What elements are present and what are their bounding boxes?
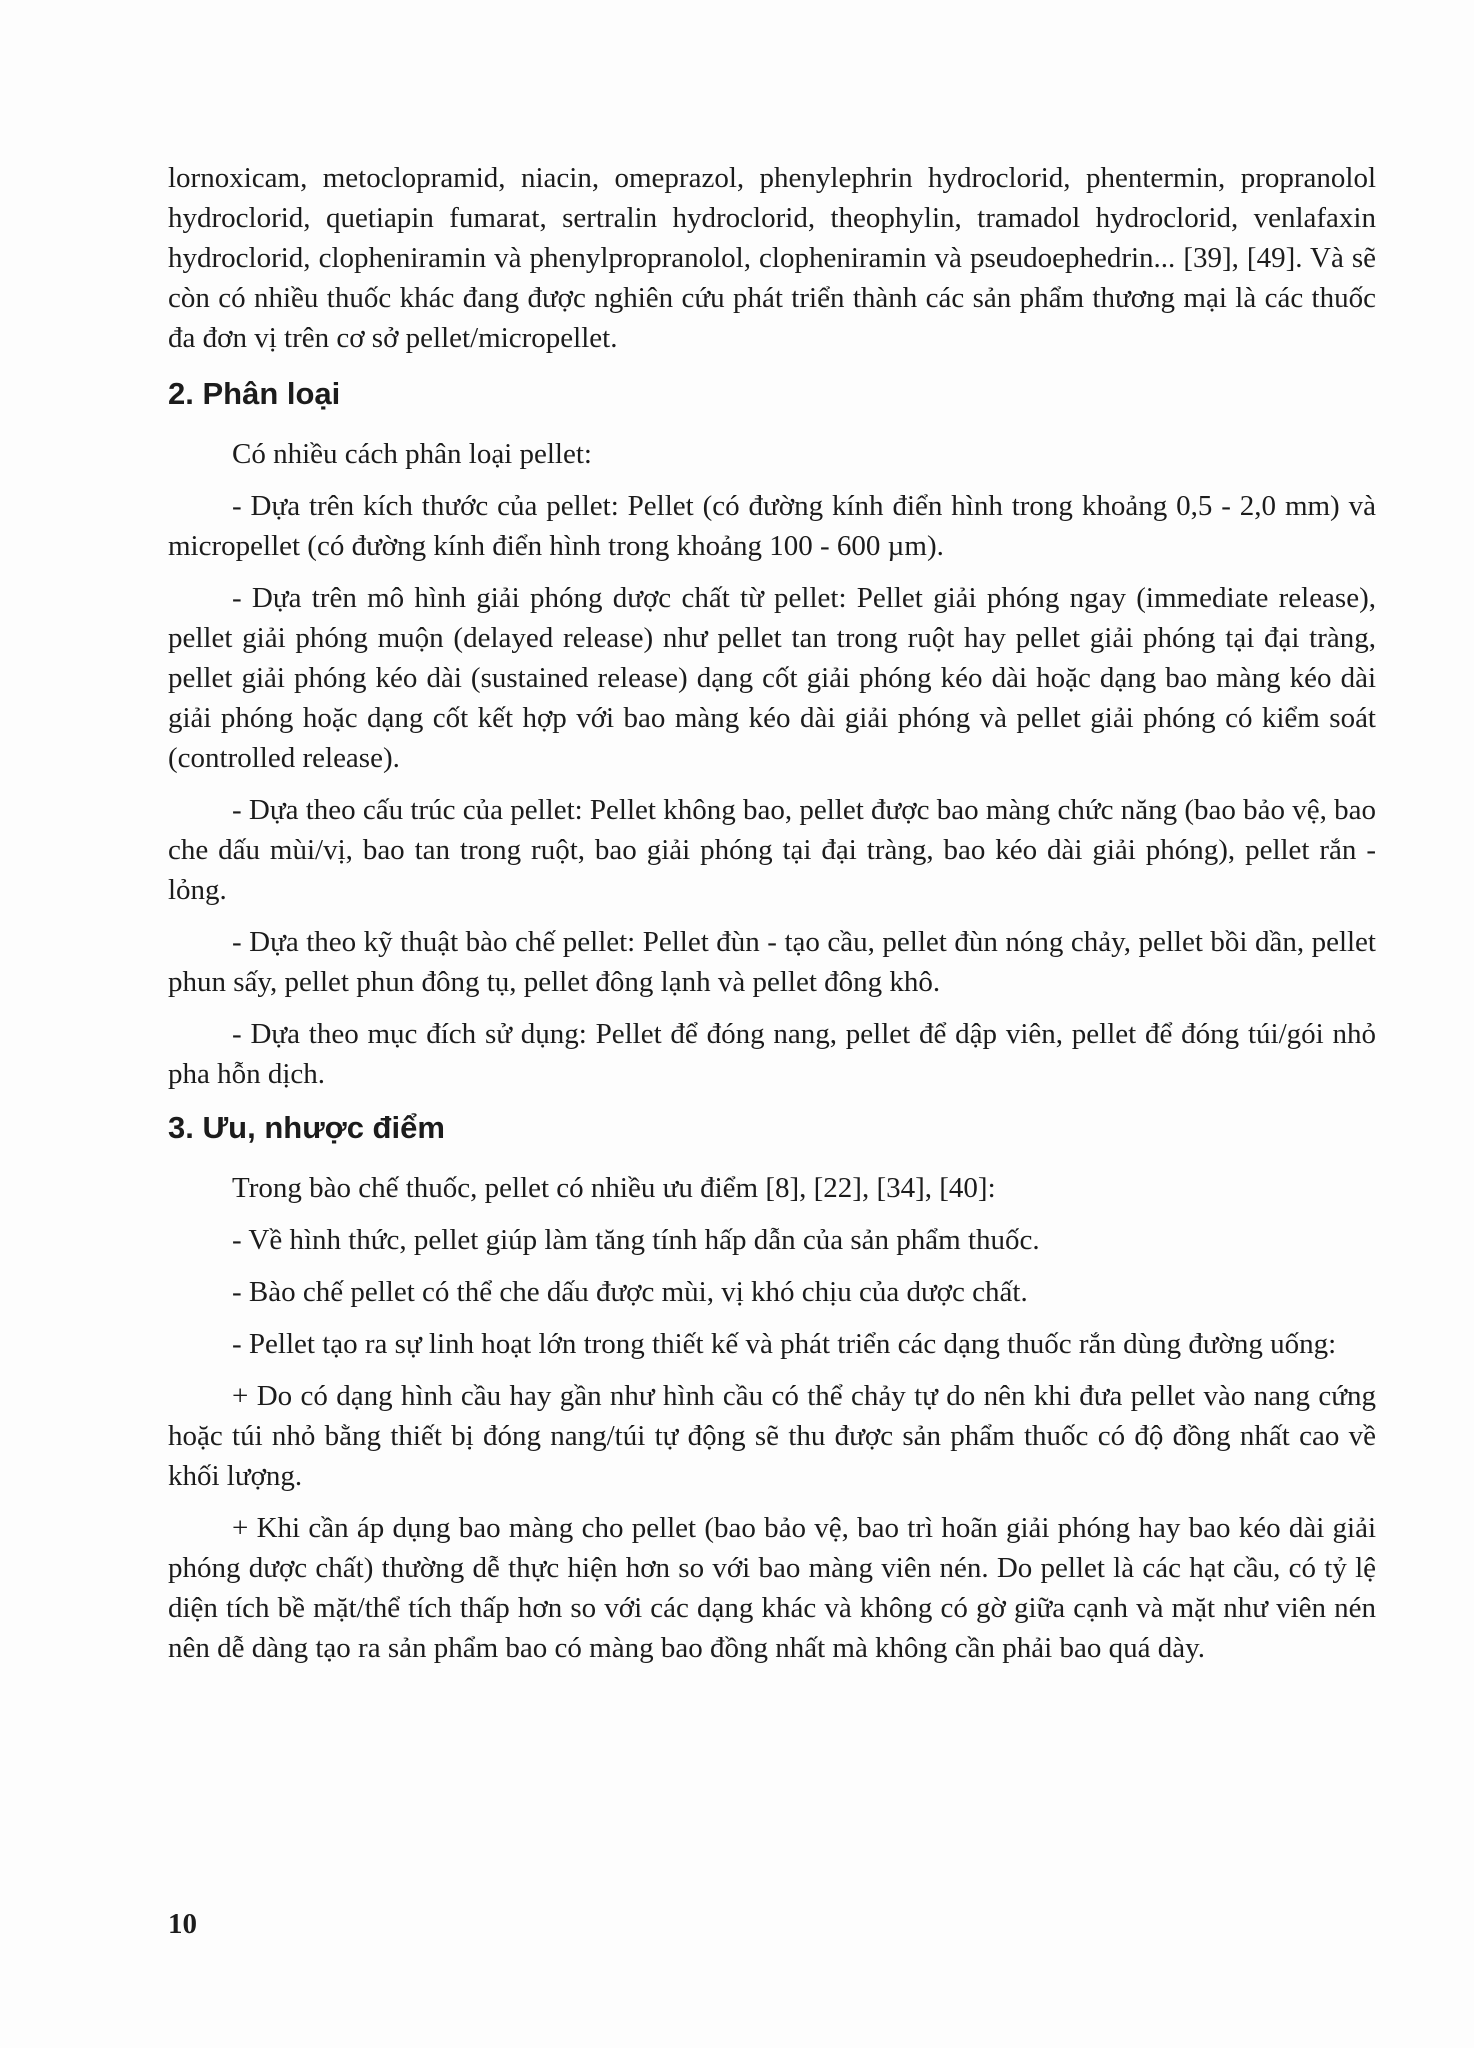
- page-content: [168, 158, 1376, 1680]
- section2-intro: Có nhiều cách phân loại pellet:: [232, 438, 592, 470]
- section2-heading: 2. Phân loại: [168, 376, 341, 411]
- section-pros-cons: [168, 1106, 1376, 1668]
- section-classification: [168, 372, 1376, 1094]
- section3-item: - Bào chế pellet có thể che dấu được mùi, vị khó chịu của dược chất.: [232, 1276, 1028, 1308]
- section3-intro: Trong bào chế thuốc, pellet có nhiều ưu điểm [8], [22], [34], [40]:: [232, 1172, 996, 1204]
- intro-paragraph: lornoxicam, metoclopramid, niacin, omeprazol, phenylephrin hydroclorid, phentermin, propranolol hydroclorid, quetiapin fumarat, sertralin hydroclorid, theophylin, tramadol hydroclorid, venlafaxin hydroclorid, clopheniramin và phenylpropranolol, clopheniramin và pseudoephedrin... [39], [49]. Và sẽ còn có nhiều thuốc khác đang được nghiên cứu phát triển thành các sản phẩm thương mại là các thuốc đa đơn vị trên cơ sở pellet/micropellet.: [168, 162, 1376, 354]
- section3-heading: 3. Ưu, nhược điểm: [168, 1110, 445, 1145]
- section2-item: - Dựa theo kỹ thuật bào chế pellet: Pellet đùn - tạo cầu, pellet đùn nóng chảy, pellet bồi dần, pellet phun sấy, pellet phun đông tụ, pellet đông lạnh và pellet đông khô.: [168, 926, 1376, 998]
- section2-item: - Dựa theo cấu trúc của pellet: Pellet không bao, pellet được bao màng chức năng (bao bảo vệ, bao che dấu mùi/vị, bao tan trong ruột, bao giải phóng tại đại tràng, bao kéo dài giải phóng), pellet rắn - lỏng.: [168, 794, 1376, 906]
- section3-item: - Về hình thức, pellet giúp làm tăng tính hấp dẫn của sản phẩm thuốc.: [232, 1224, 1040, 1256]
- section2-item: - Dựa theo mục đích sử dụng: Pellet để đóng nang, pellet để dập viên, pellet để đóng túi/gói nhỏ pha hỗn dịch.: [168, 1018, 1376, 1090]
- page-number: 10: [168, 1908, 197, 1940]
- section2-item: - Dựa trên kích thước của pellet: Pellet (có đường kính điển hình trong khoảng 0,5 - 2,0 mm) và micropellet (có đường kính điển hình trong khoảng 100 - 600 µm).: [168, 490, 1376, 562]
- section3-item: + Khi cần áp dụng bao màng cho pellet (bao bảo vệ, bao trì hoãn giải phóng hay bao kéo dài giải phóng dược chất) thường dễ thực hiện hơn so với bao màng viên nén. Do pellet là các hạt cầu, có tỷ lệ diện tích bề mặt/thể tích thấp hơn so với các dạng khác và không có gờ giữa cạnh và mặt như viên nén nên dễ dàng tạo ra sản phẩm bao có màng bao đồng nhất mà không cần phải bao quá dày.: [168, 1512, 1376, 1664]
- section3-item: - Pellet tạo ra sự linh hoạt lớn trong thiết kế và phát triển các dạng thuốc rắn dùng đường uống:: [232, 1328, 1337, 1360]
- section2-item: - Dựa trên mô hình giải phóng dược chất từ pellet: Pellet giải phóng ngay (immediate release), pellet giải phóng muộn (delayed release) như pellet tan trong ruột hay pellet giải phóng tại đại tràng, pellet giải phóng kéo dài (sustained release) dạng cốt giải phóng kéo dài hoặc dạng bao màng kéo dài giải phóng hoặc dạng cốt kết hợp với bao màng kéo dài giải phóng và pellet giải phóng có kiểm soát (controlled release).: [168, 582, 1376, 774]
- section3-item: + Do có dạng hình cầu hay gần như hình cầu có thể chảy tự do nên khi đưa pellet vào nang cứng hoặc túi nhỏ bằng thiết bị đóng nang/túi tự động sẽ thu được sản phẩm thuốc có độ đồng nhất cao về khối lượng.: [168, 1380, 1376, 1492]
- intro-section: [168, 158, 1376, 358]
